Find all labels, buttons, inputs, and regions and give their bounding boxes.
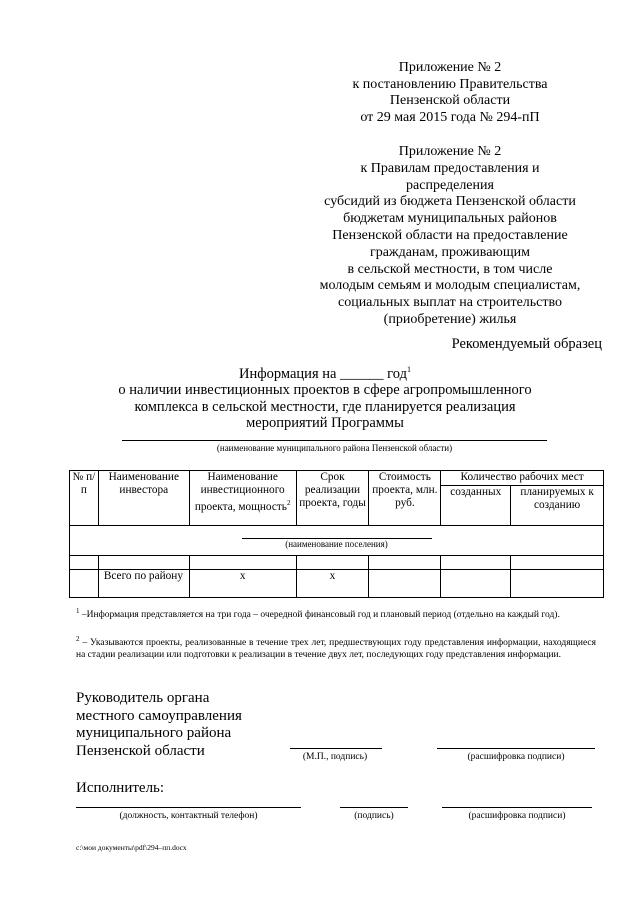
form-title bbox=[60, 362, 590, 432]
table-cell[interactable] bbox=[70, 556, 99, 570]
header-num: № п/п bbox=[70, 471, 99, 526]
stamp-signature-line[interactable] bbox=[290, 748, 382, 749]
footnote-1-text: –Информация представляется на три года – очередной финансовый год и плановый период (отдельно на каждый год). bbox=[81, 610, 560, 621]
official-signature-heading bbox=[76, 690, 242, 760]
footnote-1 bbox=[76, 606, 596, 622]
executor-label: Исполнитель: bbox=[76, 780, 165, 796]
executor-sign-line[interactable] bbox=[340, 807, 408, 808]
stamp-caption: (М.П., подпись) bbox=[302, 752, 368, 762]
settlement-cell[interactable] bbox=[70, 526, 604, 556]
total-project: x bbox=[189, 570, 296, 598]
table-cell[interactable] bbox=[441, 556, 511, 570]
official-line: местного самоуправления bbox=[76, 707, 242, 724]
rules-line: социальных выплат на строительство bbox=[337, 295, 563, 311]
appendix-line: Приложение № 2 bbox=[398, 60, 502, 75]
header-created: созданных bbox=[441, 486, 511, 526]
executor-decode-caption: (расшифровка подписи) bbox=[468, 811, 566, 821]
rules-line: к Правилам предоставления и bbox=[360, 160, 540, 176]
rules-line: (приобретение) жилья bbox=[383, 311, 517, 327]
official-decode-caption: (расшифровка подписи) bbox=[467, 752, 565, 762]
executor-position-line[interactable] bbox=[76, 807, 301, 808]
footnote-2-number: 2 bbox=[76, 635, 80, 643]
file-path: с:\мои документы\pdf\294–пп.docx bbox=[76, 843, 187, 852]
table-cell[interactable] bbox=[70, 570, 99, 598]
rules-line: молодым семьям и молодым специалистам, bbox=[319, 278, 581, 294]
official-line: муниципального района bbox=[76, 725, 232, 741]
recommended-sample-label: Рекомендуемый образец bbox=[451, 336, 602, 352]
appendix-line: к постановлению Правительства bbox=[352, 76, 548, 92]
projects-table bbox=[69, 470, 604, 598]
table-header-row bbox=[70, 471, 604, 486]
appendix-line: Пензенской области bbox=[389, 93, 511, 108]
table-cell[interactable] bbox=[296, 556, 369, 570]
footnote-2 bbox=[76, 634, 596, 661]
rules-line: бюджетам муниципальных районов bbox=[343, 211, 557, 227]
table-cell[interactable] bbox=[511, 570, 604, 598]
table-cell[interactable] bbox=[369, 556, 441, 570]
header-planned: планируемых к созданию bbox=[511, 486, 604, 526]
municipality-fill-line[interactable] bbox=[122, 440, 547, 441]
executor-sign-caption: (подпись) bbox=[354, 811, 394, 821]
table-cell[interactable] bbox=[441, 570, 511, 598]
total-label: Всего по району bbox=[98, 570, 189, 598]
title-line-2: о наличии инвестиционных проектов в сфере агропромышленного bbox=[118, 382, 532, 399]
official-decode-line[interactable] bbox=[437, 748, 595, 749]
header-term: Срок реализации проекта, годы bbox=[296, 471, 369, 526]
title-line-4: мероприятий Программы bbox=[246, 415, 404, 432]
rules-line: распределения bbox=[406, 177, 494, 193]
total-row bbox=[70, 570, 604, 598]
official-line: Руководитель органа bbox=[76, 690, 210, 706]
header-cost: Стоимость проекта, млн. руб. bbox=[369, 471, 441, 526]
official-line: Пензенской области bbox=[76, 742, 205, 759]
rules-line: субсидий из бюджета Пензенской области bbox=[324, 194, 576, 210]
rules-line: Пензенской области на предоставление bbox=[332, 227, 568, 243]
executor-decode-line[interactable] bbox=[442, 807, 592, 808]
footnote-2-text: – Указываются проекты, реализованные в течение трех лет, предшествующих году представления информации, находящиеся на стадии реализации или подготовки к реализации в течение двух лет, последующих году представления информации. bbox=[76, 638, 596, 660]
municipality-caption: (наименование муниципального района Пензенской области) bbox=[216, 443, 453, 453]
title-line-3: комплекса в сельской местности, где планируется реализация bbox=[134, 398, 516, 415]
rules-line: в сельской местности, в том числе bbox=[347, 261, 553, 277]
settlement-caption: (наименование поселения) bbox=[285, 539, 388, 549]
rules-line: Приложение № 2 bbox=[398, 144, 502, 159]
footnote-1-number: 1 bbox=[76, 607, 80, 615]
header-investor: Наименование инвестора bbox=[98, 471, 189, 526]
header-jobs: Количество рабочих мест bbox=[441, 471, 604, 486]
executor-position-caption: (должность, контактный телефон) bbox=[119, 811, 258, 821]
appendix-header bbox=[300, 60, 600, 126]
rules-header bbox=[300, 144, 600, 329]
rules-line: гражданам, проживающим bbox=[369, 244, 531, 260]
header-project: Наименование инвестиционного проекта, мощность$^2$ bbox=[189, 471, 296, 526]
table-cell[interactable] bbox=[511, 556, 604, 570]
appendix-line: от 29 мая 2015 года № 294-пП bbox=[360, 109, 540, 125]
table-row bbox=[70, 556, 604, 570]
settlement-row bbox=[70, 526, 604, 556]
title-footnote-ref: 1 bbox=[406, 365, 411, 374]
table-cell[interactable] bbox=[98, 556, 189, 570]
total-term: x bbox=[296, 570, 369, 598]
table-cell[interactable] bbox=[189, 556, 296, 570]
table-cell[interactable] bbox=[369, 570, 441, 598]
title-line-1: Информация на ______ год bbox=[239, 365, 407, 382]
